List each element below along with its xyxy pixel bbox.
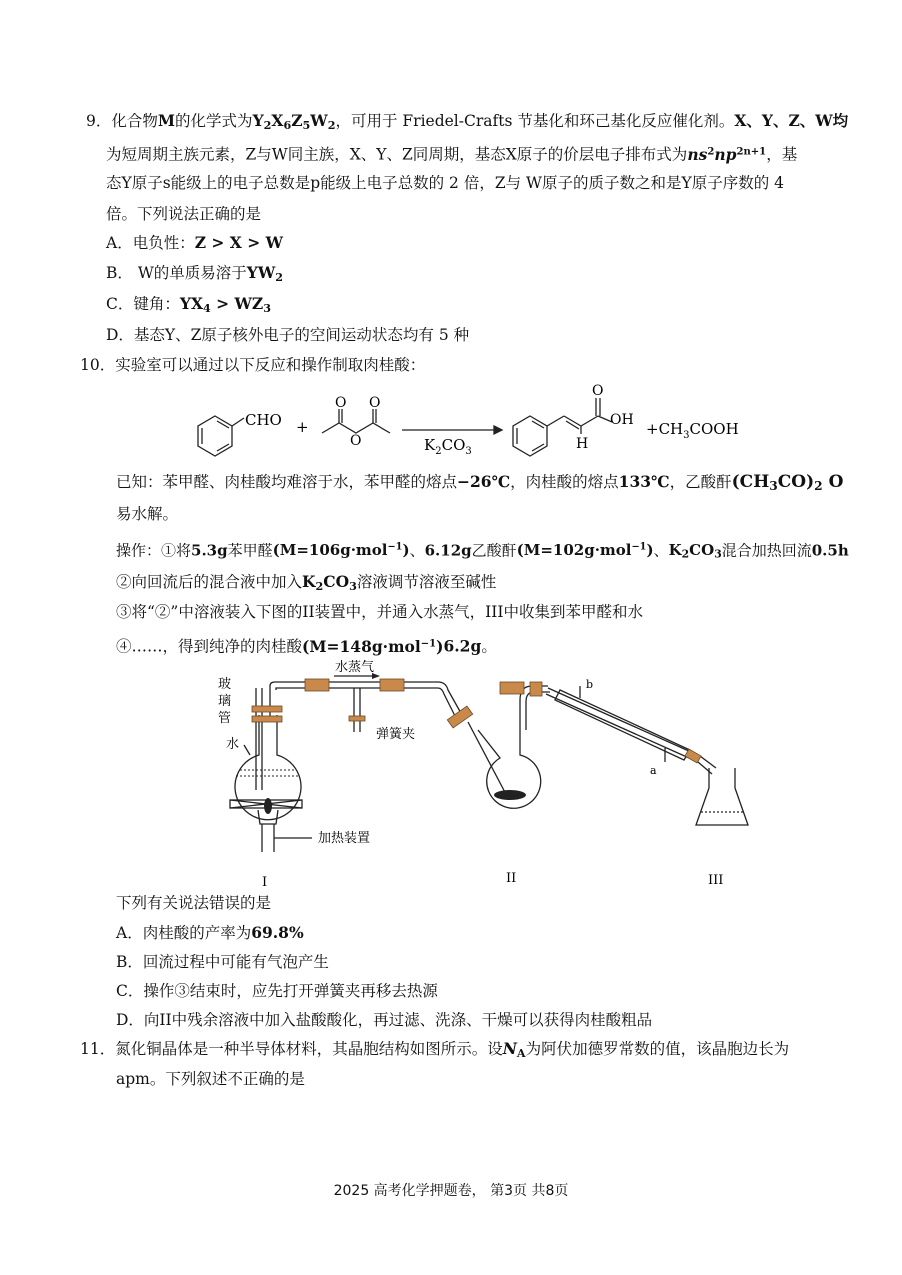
q9-option-c: C．键角：$YX_4 > WZ_3$ <box>106 294 272 315</box>
q10-option-a: A．肉桂酸的产率为69.8% <box>116 923 304 942</box>
q10-option-c: C．操作③结束时，应先打开弹簧夹再移去热源 <box>116 982 438 1000</box>
label-apparatus-ii: II <box>506 871 517 886</box>
page-footer: 2025 高考化学押题卷， 第3页 共8页 <box>333 1183 569 1199</box>
label-steam: 水蒸气 <box>335 660 375 675</box>
q10-known-line1: 已知：苯甲醛、肉桂酸均难溶于水，苯甲醛的熔点−26℃，肉桂酸的熔点133℃，乙酸酐$(CH_3CO)_2$ O <box>116 472 844 494</box>
q10-stem: 10．实验室可以通过以下反应和操作制取肉桂酸： <box>80 356 426 374</box>
catalyst-label: $K_2CO_3$ <box>424 436 472 457</box>
q9-option-d: D．基态Y、Z原子核外电子的空间运动状态均有 5 种 <box>106 326 470 344</box>
q9-line3: 态Y原子s能级上的电子总数是p能级上电子总数的 2 倍，Z与 W原子的质子数之和是Y原子序数的 4 <box>106 174 784 192</box>
byproduct-label: $+CH_3COOH$ <box>646 420 739 441</box>
label-glass-tube-2: 璃 <box>218 694 232 709</box>
q10-ask: 下列有关说法错误的是 <box>116 894 272 912</box>
label-apparatus-i: I <box>262 875 268 890</box>
q9-option-b: B． W的单质易溶于$YW_2$ <box>106 263 284 284</box>
anhydride-o2: O <box>369 395 381 411</box>
label-clamp: 弹簧夹 <box>376 727 416 742</box>
q10-option-d: D．向II中残余溶液中加入盐酸酸化，再过滤、洗涤、干燥可以获得肉桂酸粗品 <box>116 1011 653 1029</box>
q10-option-b: B．回流过程中可能有气泡产生 <box>116 953 329 971</box>
benzaldehyde-structure <box>198 416 244 456</box>
q10-known-line2: 易水解。 <box>116 505 179 523</box>
q9-option-a: A．电负性：Z > X > W <box>106 233 284 252</box>
label-glass-tube-1: 玻 <box>218 677 232 692</box>
q10-op3: ③将“②”中溶液装入下图的II装置中，并通入水蒸气，III中收集到苯甲醛和水 <box>116 603 643 621</box>
cho-label: CHO <box>245 411 282 429</box>
q10-op4: ④……，得到纯净的肉桂酸(M=148g·mol$^{-1}$)6.2g。 <box>116 636 497 656</box>
product-o: O <box>592 383 604 399</box>
label-glass-tube-3: 管 <box>218 711 232 726</box>
reaction-arrow <box>402 426 502 434</box>
q9-line4: 倍。下列说法正确的是 <box>106 205 262 223</box>
label-water: 水 <box>226 737 240 752</box>
label-heater: 加热装置 <box>318 831 371 846</box>
product-h: H <box>576 436 589 452</box>
cinnamic-acid-structure <box>513 398 612 456</box>
acetic-anhydride-structure <box>322 409 390 433</box>
flask-iii <box>696 768 748 825</box>
label-b: b <box>586 678 594 691</box>
anhydride-o1: O <box>335 395 347 411</box>
flask-ii-residue <box>494 790 526 800</box>
q9-line2: 为短周期主族元素，Z与W同主族，X、Y、Z同周期，基态X原子的价层电子排布式为$ns^2np^{2n+1}$，基 <box>106 144 798 164</box>
q9-line1: 9．化合物M的化学式为$Y_2X_6Z_5W_2$，可用于 Friedel-Crafts 节基化和环己基化反应催化剂。X、Y、Z、W均 <box>86 111 849 132</box>
reaction-scheme <box>0 378 902 470</box>
apparatus-diagram <box>0 660 902 892</box>
product-oh: OH <box>610 412 634 428</box>
steam-tube-top <box>270 682 462 715</box>
q11-line2: apm。下列叙述不正确的是 <box>116 1070 305 1088</box>
label-a: a <box>650 764 657 777</box>
flame <box>264 798 272 814</box>
q10-op1: 操作：①将5.3g苯甲醛(M=106g·mol$^{-1}$)、6.12g乙酸酐(M=102g·mol$^{-1}$)、$K_2CO_3$混合加热回流0.5h <box>116 541 849 562</box>
anhydride-o-bridge: O <box>350 433 362 449</box>
plus-sign: + <box>296 418 309 436</box>
q11-line1: 11．氮化铜晶体是一种半导体材料，其晶胞结构如图所示。设$N_A$为阿伏加德罗常数的值，该晶胞边长为 <box>80 1039 790 1060</box>
label-apparatus-iii: III <box>708 873 724 888</box>
q10-op2: ②向回流后的混合液中加入$K_2CO_3$溶液调节溶液至碱性 <box>116 572 497 593</box>
steam-tube-bottom <box>276 688 456 718</box>
